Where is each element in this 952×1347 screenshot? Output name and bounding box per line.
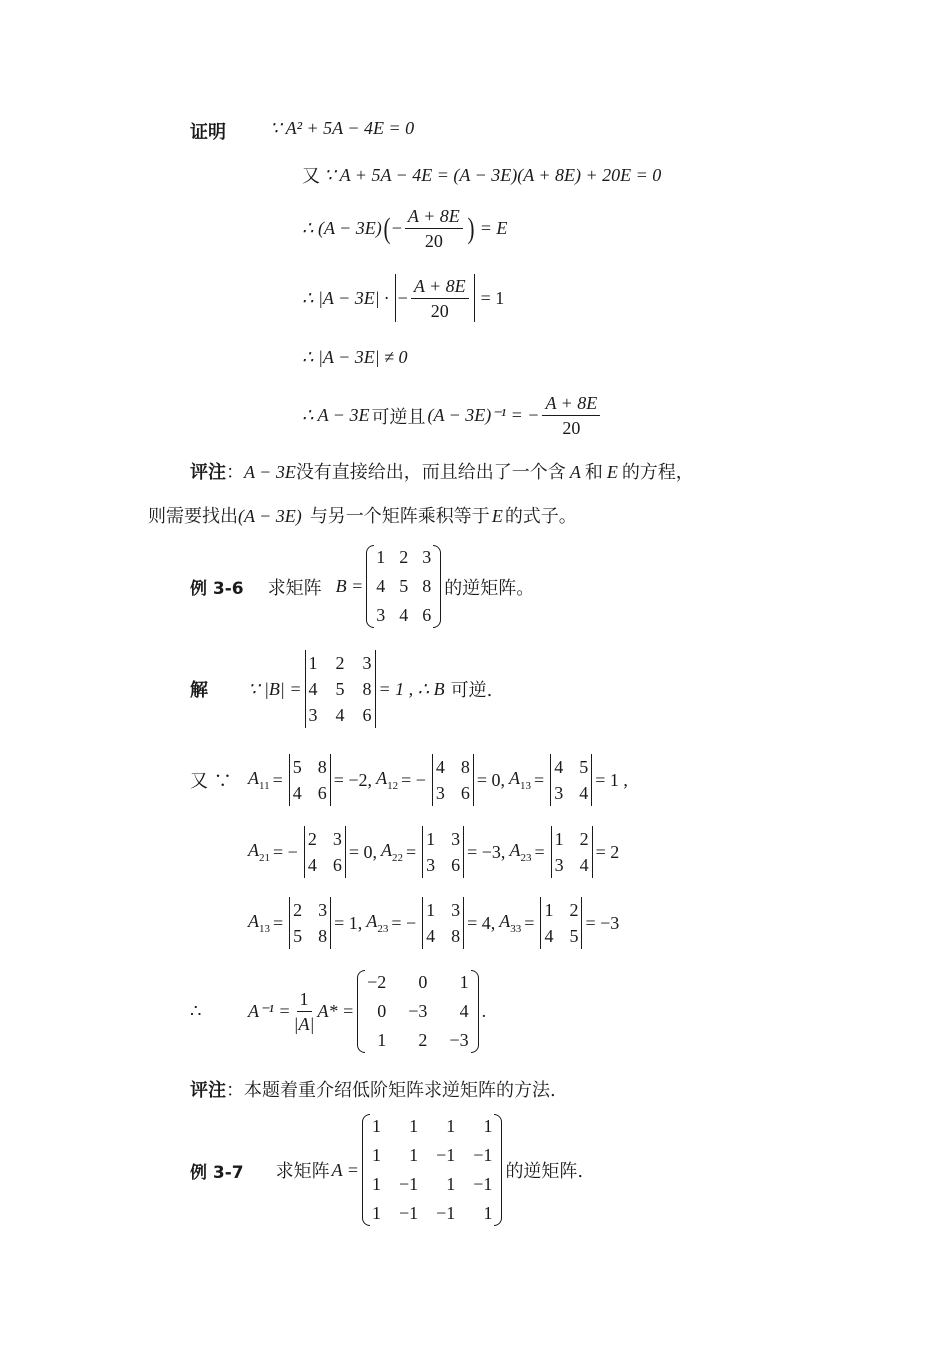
determinant-cell: 4 bbox=[307, 855, 317, 875]
example-3-6 bbox=[190, 543, 534, 630]
example-label: 例 3-7 bbox=[190, 1162, 244, 1183]
matrix-cell: 1 bbox=[377, 1030, 387, 1050]
matrix-cell: 5 bbox=[399, 576, 409, 596]
cofactor-determinant bbox=[540, 897, 582, 949]
cofactor-name: $A_{13}$ bbox=[248, 911, 270, 935]
cofactor-equals: = bbox=[524, 912, 535, 933]
note-text: 的方程， bbox=[621, 462, 694, 483]
determinant-cell: 8 bbox=[460, 757, 470, 777]
determinant-cell: 1 bbox=[426, 900, 436, 920]
proof-line-1: ∵ A² + 5A − 4E = 0 bbox=[270, 118, 415, 138]
matrix-cell: −1 bbox=[436, 1203, 456, 1223]
cofactor-value: = 0, bbox=[348, 841, 377, 862]
matrix-cell: 3 bbox=[422, 547, 432, 567]
matrix-cell: −3 bbox=[449, 1030, 469, 1050]
determinant-cell: 2 bbox=[307, 829, 317, 849]
determinant-cell: 4 bbox=[554, 757, 564, 777]
matrix-var: B = bbox=[335, 576, 364, 596]
determinant-cell: 5 bbox=[293, 926, 303, 946]
matrix-b bbox=[366, 543, 441, 630]
matrix-cell: 1 bbox=[446, 1116, 456, 1136]
note-2 bbox=[190, 1076, 556, 1102]
determinant-cell: 4 bbox=[435, 757, 445, 777]
matrix-cell: 1 bbox=[483, 1203, 493, 1223]
determinant-cell: 8 bbox=[317, 757, 327, 777]
cofactor-determinant bbox=[422, 826, 464, 878]
solution-result-cn: 可逆. bbox=[450, 680, 493, 701]
inverse-lhs: A⁻¹ = bbox=[248, 1001, 291, 1021]
note-1-line-1 bbox=[190, 458, 694, 484]
fraction-denominator: |A| bbox=[293, 1014, 315, 1034]
note-1-line-2 bbox=[148, 502, 577, 528]
cofactor-value: = 2 bbox=[595, 841, 620, 862]
cofactor-subscript: 13 bbox=[259, 923, 270, 935]
matrix-cell: 1 bbox=[483, 1116, 493, 1136]
note-math: E bbox=[491, 506, 503, 526]
matrix-cell: 0 bbox=[418, 972, 428, 992]
matrix-cell: 1 bbox=[409, 1116, 419, 1136]
determinant-cell: 3 bbox=[451, 829, 461, 849]
matrix-cell: −1 bbox=[436, 1145, 456, 1165]
proof-line-4: ∴ |A − 3E| · − $\frac{A + 8E}{20}$ = 1 bbox=[302, 275, 505, 321]
cofactor-equals: = bbox=[272, 769, 283, 790]
matrix-cell: 1 bbox=[308, 653, 318, 673]
determinant-cell: 3 bbox=[554, 783, 564, 803]
cofactor-determinant bbox=[304, 826, 346, 878]
proof-label: 证明 bbox=[190, 122, 226, 143]
end-period: . bbox=[481, 1001, 487, 1021]
matrix-cell: 3 bbox=[362, 653, 372, 673]
fraction-numerator: 1 bbox=[297, 988, 312, 1012]
fraction-denominator: 20 bbox=[424, 231, 443, 251]
cofactor-row-1 bbox=[190, 754, 632, 806]
matrix-cell: −1 bbox=[398, 1203, 419, 1223]
cofactor-determinant bbox=[289, 754, 331, 806]
proof-line-4-prefix: ∴ |A − 3E| · bbox=[302, 287, 389, 308]
matrix-cell: 2 bbox=[335, 653, 345, 673]
example-text: 求矩阵 bbox=[275, 1161, 330, 1182]
matrix-cell: 4 bbox=[459, 1001, 469, 1021]
fraction bbox=[405, 205, 463, 252]
cofactor-equals: = bbox=[534, 769, 545, 790]
cofactor-value: = −3, bbox=[467, 841, 506, 862]
matrix-cell: 4 bbox=[335, 705, 345, 725]
cofactor-name: $A_{21}$ bbox=[248, 840, 270, 864]
note-text: ：本题着重介绍低阶矩阵求逆矩阵的方法. bbox=[226, 1080, 556, 1101]
determinant-cell: 1 bbox=[426, 829, 436, 849]
solution bbox=[190, 650, 492, 728]
proof-line-3: ∴ (A − 3E) ( − $\frac{A + 8E}{20}$ ) = E bbox=[302, 206, 508, 251]
cofactor-equals: = bbox=[534, 841, 545, 862]
determinant-cell: 6 bbox=[317, 783, 327, 803]
determinant-cell: 5 bbox=[569, 926, 579, 946]
note-text: 则需要找出 bbox=[148, 506, 238, 527]
proof-line-2-prefix: 又 bbox=[302, 166, 320, 187]
matrix-cell: −1 bbox=[473, 1174, 493, 1194]
matrix-cell: 1 bbox=[371, 1203, 381, 1223]
determinant-cell: 3 bbox=[332, 829, 342, 849]
proof-line-2-eq: ∵ A + 5A − 4E = (A − 3E)(A + 8E) + 20E = 0 bbox=[324, 164, 662, 185]
determinant-cell: 4 bbox=[579, 783, 589, 803]
note-text: 没有直接给出，而且给出了一个含 bbox=[295, 462, 566, 483]
determinant-cell: 5 bbox=[579, 757, 589, 777]
example-suffix: 的逆矩阵. bbox=[505, 1161, 584, 1182]
determinant-cell: 3 bbox=[451, 900, 461, 920]
proof-line-3-prefix: ∴ (A − 3E) bbox=[302, 218, 382, 238]
determinant-cell: 1 bbox=[544, 900, 554, 920]
example-text: 求矩阵 bbox=[267, 577, 322, 599]
cofactor-determinant bbox=[432, 754, 474, 806]
cofactor-equals: = − bbox=[401, 769, 426, 790]
cofactor-row-3 bbox=[248, 897, 623, 949]
cofactor-equals: = bbox=[405, 841, 417, 862]
cofactor-name: $A_{13}$ bbox=[509, 768, 532, 792]
matrix-cell: 1 bbox=[376, 547, 386, 567]
matrix-cell: 1 bbox=[409, 1145, 419, 1165]
determinant-cell: 1 bbox=[554, 829, 564, 849]
proof-line-6-prefix: ∴ A − 3E bbox=[302, 405, 370, 425]
matrix-cell: 8 bbox=[362, 679, 372, 699]
matrix-cell: 6 bbox=[362, 705, 372, 725]
cofactor-subscript: 21 bbox=[259, 852, 270, 864]
determinant-cell: 3 bbox=[318, 900, 328, 920]
matrix-cell: 3 bbox=[308, 705, 318, 725]
determinant-cell: 4 bbox=[426, 926, 436, 946]
proof-line-3-rhs: = E bbox=[479, 218, 508, 238]
matrix-cell: 4 bbox=[308, 679, 318, 699]
cofactor-equals: = − bbox=[391, 912, 417, 933]
cofactor-subscript: 22 bbox=[391, 852, 403, 864]
inverse-matrix bbox=[357, 968, 478, 1055]
cofactor-name: $A_{33}$ bbox=[499, 911, 522, 935]
matrix-cell: −2 bbox=[367, 972, 387, 992]
determinant-cell: 4 bbox=[579, 855, 589, 875]
cofactor-subscript: 11 bbox=[259, 780, 270, 792]
matrix-cell: 1 bbox=[446, 1174, 456, 1194]
therefore: ∴ bbox=[190, 1001, 202, 1021]
cofactor-subscript: 33 bbox=[510, 923, 522, 935]
determinant-cell: 6 bbox=[451, 855, 461, 875]
determinant-cell: 3 bbox=[435, 783, 445, 803]
proof-line-5: ∴ |A − 3E| ≠ 0 bbox=[302, 347, 408, 367]
matrix-cell: −1 bbox=[473, 1145, 493, 1165]
cofactor-name: $A_{11}$ bbox=[248, 768, 270, 792]
cofactor-equals: = − bbox=[273, 841, 298, 862]
matrix-cell: 8 bbox=[422, 576, 432, 596]
note-text: 与另一个矩阵乘积等于 bbox=[309, 506, 490, 527]
abs-bar-right bbox=[474, 274, 475, 322]
matrix-cell: 6 bbox=[422, 605, 432, 625]
right-paren: ) bbox=[467, 211, 475, 245]
matrix-cell: 1 bbox=[371, 1116, 381, 1136]
adjugate: A* = bbox=[317, 1001, 355, 1021]
proof-line-4-rhs: = 1 bbox=[480, 287, 505, 308]
note-math: A − 3E bbox=[244, 462, 296, 482]
fraction-numerator: A + 8E bbox=[542, 392, 600, 416]
proof-line-6-text: 可逆且 bbox=[371, 406, 426, 428]
cofactor-name: $A_{12}$ bbox=[376, 768, 399, 792]
cofactor-subscript: 12 bbox=[387, 780, 399, 792]
proof-line-6-inverse: (A − 3E)⁻¹ = − bbox=[427, 405, 540, 425]
fraction-denominator: 20 bbox=[562, 418, 581, 438]
cofactor-subscript: 23 bbox=[520, 852, 532, 864]
matrix-cell: 0 bbox=[377, 1001, 387, 1021]
matrix-cell: 4 bbox=[376, 576, 386, 596]
cofactor-name: $A_{22}$ bbox=[380, 840, 403, 864]
determinant-cell: 6 bbox=[332, 855, 342, 875]
matrix-cell: 3 bbox=[376, 605, 386, 625]
determinant-cell: 2 bbox=[579, 829, 589, 849]
cofactor-subscript: 23 bbox=[377, 923, 389, 935]
matrix-cell: 1 bbox=[371, 1145, 381, 1165]
cofactor-value: = −2, bbox=[333, 769, 373, 790]
determinant-cell: 8 bbox=[318, 926, 328, 946]
cofactor-determinant bbox=[289, 897, 331, 949]
proof-line-6 bbox=[302, 392, 603, 439]
note-label: 评注 bbox=[190, 1080, 226, 1101]
cofactor-determinant bbox=[551, 826, 593, 878]
cofactor-value: = 1 , bbox=[595, 769, 628, 790]
example-3-7 bbox=[190, 1112, 583, 1228]
determinant-cell: 8 bbox=[451, 926, 461, 946]
solution-because: ∵ |B| = bbox=[248, 678, 302, 699]
cofactor-determinant bbox=[422, 897, 464, 949]
matrix-cell: −3 bbox=[408, 1001, 428, 1021]
cofactor-value: = 0, bbox=[476, 769, 506, 790]
determinant-cell: 5 bbox=[292, 757, 302, 777]
solution-label: 解 bbox=[190, 680, 208, 701]
note-label: 评注 bbox=[190, 462, 226, 483]
matrix-a bbox=[362, 1112, 502, 1228]
note-math: E bbox=[606, 462, 618, 482]
proof-line-2 bbox=[302, 162, 661, 188]
matrix-cell: 2 bbox=[399, 547, 409, 567]
matrix-cell: 1 bbox=[459, 972, 469, 992]
cofactor-name: $A_{23}$ bbox=[366, 911, 389, 935]
cofactor-value: = −3 bbox=[585, 912, 620, 933]
example-label: 例 3-6 bbox=[190, 579, 244, 599]
left-paren: ( bbox=[383, 211, 391, 245]
note-math: (A − 3E) bbox=[238, 506, 302, 526]
matrix-var: A = bbox=[331, 1159, 359, 1180]
note-text: 和 bbox=[584, 462, 603, 483]
matrix-cell: −1 bbox=[398, 1174, 419, 1194]
fraction-numerator: A + 8E bbox=[411, 275, 469, 299]
fraction-denominator: 20 bbox=[430, 300, 449, 321]
note-text: 的式子。 bbox=[504, 506, 577, 527]
cofactor-value: = 4, bbox=[467, 912, 496, 933]
cofactor-prefix: 又 ∵ bbox=[190, 771, 232, 792]
fraction bbox=[542, 392, 600, 439]
inverse-result bbox=[190, 968, 486, 1055]
determinant-cell: 2 bbox=[293, 900, 303, 920]
cofactor-row-2 bbox=[248, 826, 623, 878]
solution-result: = 1 , ∴ B bbox=[378, 678, 445, 699]
matrix-cell: 4 bbox=[399, 605, 409, 625]
cofactor-name: $A_{23}$ bbox=[509, 840, 532, 864]
determinant-cell: 2 bbox=[569, 900, 579, 920]
matrix-cell: 1 bbox=[371, 1174, 381, 1194]
fraction-numerator: A + 8E bbox=[405, 205, 463, 229]
abs-bar-left bbox=[395, 274, 396, 322]
cofactor-determinant bbox=[550, 754, 592, 806]
cofactor-value: = 1, bbox=[334, 912, 363, 933]
determinant-cell: 4 bbox=[544, 926, 554, 946]
note-math: A bbox=[569, 462, 581, 482]
determinant-cell: 4 bbox=[292, 783, 302, 803]
note-text: ： bbox=[226, 462, 244, 483]
determinant-cell: 6 bbox=[460, 783, 470, 803]
determinant-cell: 3 bbox=[554, 855, 564, 875]
determinant-cell: 3 bbox=[426, 855, 436, 875]
fraction bbox=[411, 275, 469, 322]
cofactor-subscript: 13 bbox=[520, 780, 532, 792]
fraction bbox=[294, 988, 315, 1035]
cofactor-equals: = bbox=[273, 912, 284, 933]
matrix-cell: 2 bbox=[418, 1030, 428, 1050]
matrix-cell: 5 bbox=[335, 679, 345, 699]
example-suffix: 的逆矩阵。 bbox=[444, 577, 535, 599]
determinant-b bbox=[305, 650, 376, 728]
